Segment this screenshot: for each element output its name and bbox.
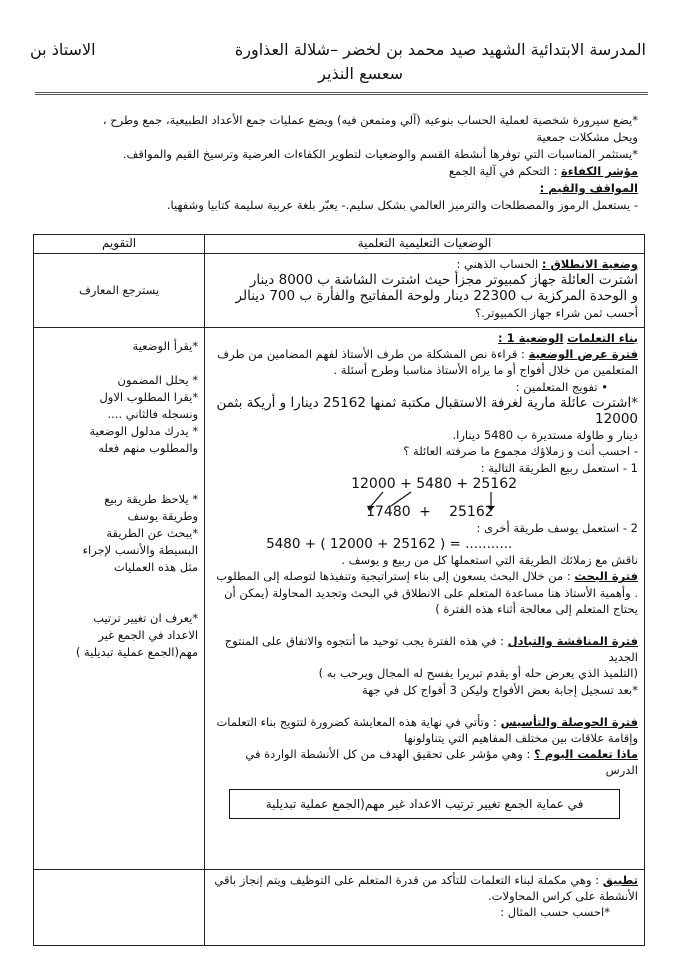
present-phase [211, 346, 638, 362]
build-eval [34, 328, 205, 870]
intro-line: ويحل مشكلات جمعية [536, 130, 638, 144]
present-line: المتعلمين من خلال أفواج أو ما يراه الأستاذ مناسبا وطرح أسئلة . [333, 363, 638, 378]
eval-line [40, 355, 198, 372]
launch-eval: يسترجع المعارف [34, 254, 205, 328]
eval-line [40, 593, 198, 610]
build-cell [205, 328, 645, 870]
launch-label: وضعية الانطلاق : [541, 257, 638, 271]
calc-remaining-term: 25162 [449, 503, 494, 520]
intro-line: *يستثمر المناسبات التي توفرها أنشطة القسم والوضعيات لتطوير الكفاءات العرضية وترسيخ القيم والمواقف. [122, 147, 638, 161]
problem-line: دينار و طاولة مستديرة ب 5480 دينارا. [452, 428, 638, 443]
eval-line: *يبحث عن الطريقة [106, 526, 199, 540]
launch-row [34, 254, 645, 328]
school-name: المدرسة الابتدائية الشهيد صيد محمد بن لخضر –شلالة العذاورة [234, 40, 646, 59]
teacher-label: الاستاذ بن [30, 40, 96, 59]
debate-line: (التلميذ الذي يعرض حله أو يقدم تبريرا يفسح له المجال ويرحب به ) [318, 666, 638, 681]
debate-line: *بعد تسجيل إجابة بعض الأفواج وليكن 3 أفواج كل في جهة [361, 682, 638, 697]
grouping-line: • تفويج المتعلمين : [515, 379, 608, 394]
discuss-line: ناقش مع زملائك الطريقة التي استعملها كل من ربيع و يوسف . [341, 553, 638, 568]
situation-label: الوضعية 1 : [498, 331, 564, 345]
launch-heading [211, 256, 638, 272]
eval-line: * يحلل المضمون [117, 373, 199, 387]
teacher-name: سعسع النذير [318, 64, 403, 83]
learned-text: : وهي مؤشر على تحقيق الهدف من كل الأنشطة الواردة في الدرس [245, 747, 638, 778]
launch-subtitle: الحساب الذهني : [456, 257, 539, 271]
launch-line: أحسب ثمن شراء جهاز الكمبيوتر.؟ [474, 305, 638, 320]
research-text: : من خلال البحث يسعون إلى بناء إستراتيجية وتنفيذها لتوصله إلى المطلوب [216, 569, 571, 584]
competence-indicator [30, 163, 638, 180]
synthesis-phase [211, 714, 638, 730]
problem-line: - احسب أنت و زملاؤك مجموع ما صرفته العائلة ؟ [403, 444, 638, 459]
apply-label: تطبيق [602, 873, 638, 887]
apply-eval [34, 870, 205, 946]
eval-line: *يعرف ان تغيير ترتيب [93, 611, 199, 625]
apply-line: *احسب حسب المثال : [500, 905, 610, 920]
table-header-row [34, 235, 645, 254]
rule-box: في عماية الجمع تغيير ترتيب الاعداد غير مهم(الجمع عملية تبديلية [229, 789, 620, 819]
calc-expression: 12000 + 5480 + 25162 [351, 475, 518, 492]
eval-line: مثل هذه العمليات [113, 560, 199, 574]
research-phase [211, 568, 638, 584]
launch-cell [205, 254, 645, 328]
eval-line: الاعداد في الجمع غير [98, 628, 199, 642]
values-text: - يستعمل الرموز والمصطلحات والترميز العالمي بشكل سليم.- يعبّر بلغة عربية سليمة كتابيا وشفهيا. [166, 198, 638, 212]
launch-line: اشترت العائلة جهاز كمبيوتر مجزأ حيث اشترت الشاشة ب 8000 دينار [249, 272, 638, 289]
research-line: يحتاج المتعلم إلى معالجة أثناء هذه الفترة ) [435, 601, 638, 616]
apply-line: الأنشطة على كراس المحاولات. [488, 889, 638, 904]
eval-line [40, 457, 198, 474]
eval-line: *يقرأ الوضعية [132, 339, 199, 353]
intro-section [30, 112, 638, 214]
synthesis-line: وإقامة علاقات بين مختلف المفاهيم التي يتناولونها [403, 731, 638, 746]
header-situations: الوضعيات التعليمية التعلمية [205, 235, 645, 254]
launch-line: و الوحدة المركزية ب 22300 دينار ولوحة المفاتيح والفأرة ب 700 دينالر [235, 288, 638, 305]
eval-line [40, 576, 198, 593]
method-1: 1 - استعمل ربيع الطريقة التالية : [480, 460, 638, 475]
rabie-calculation [211, 476, 638, 520]
debate-label: فترة المناقشة والتبادل [507, 634, 638, 649]
values-heading [30, 180, 638, 197]
build-label: بناء التعلمات [567, 331, 638, 345]
learned-today [211, 746, 638, 778]
research-line: . وأهمية الأستاذ هنا مساعدة المتعلم على الانطلاق في البحث وتجديد المحاولة (يمكن أن [224, 585, 638, 600]
method-2: 2 - استعمل يوسف طريقة أخرى : [476, 520, 638, 535]
eval-line: * يدرك مدلول الوضعية [89, 424, 199, 438]
synthesis-label: فترة الحوصلة والتأسيس [500, 714, 638, 729]
eval-line: والمطلوب منهم فعله [98, 441, 199, 455]
indicator-label: مؤشر الكفاءة [560, 164, 638, 178]
lesson-table [33, 234, 645, 946]
header-divider [35, 92, 648, 95]
intro-line: *يضع سيرورة شخصية لعملية الحساب بنوعيه (آلي ومتمعن فيه) ويضع عمليات جمع الأعداد الطبيعية، جمع وطرح ، [102, 113, 638, 127]
page-header [20, 40, 658, 83]
calc-plus: + [419, 503, 431, 520]
apply-phase [211, 872, 638, 888]
apply-cell [205, 870, 645, 946]
values-label: المواقف والقيم : [539, 181, 638, 195]
header-evaluation: التقويم [34, 235, 205, 254]
eval-line: البسيطة والأنسب لإجراء [82, 543, 199, 557]
eval-line: وطريقة يوسف [127, 509, 199, 523]
eval-line: ونسجله فالثاني .... [107, 407, 199, 421]
present-text: : قراءة نص المشكلة من طرف الأستاذ لفهم المضامين من طرف [217, 347, 525, 362]
debate-text: : في هذه الفترة يجب توحيد ما أنتجوه والاتفاق على المنتوج الجديد [224, 634, 638, 665]
eval-line: * يلاحظ طريقة ربيع [104, 492, 199, 506]
present-label: فترة عرض الوضعية [528, 347, 638, 362]
apply-text: : وهي مكملة لبناء التعلمات للتأكد من قدرة المتعلم على التوظيف ويتم إنجاز باقي [214, 873, 600, 887]
debate-phase [211, 633, 638, 665]
research-label: فترة البحث [574, 569, 638, 584]
youssef-calculation: 5480 + ( 12000 + 25162 ) = ........... [266, 536, 513, 553]
learned-label: ماذا تعلمت اليوم ؟ [534, 747, 638, 762]
calc-partial-sum: 17480 [366, 503, 411, 520]
problem-line: *اشترت عائلة مارية لغرفة الاستقبال مكتبة ثمنها 25162 دينارا و أريكة بثمن 12000 [216, 394, 638, 428]
eval-line: مهم(الجمع عملية تبديلية ) [75, 645, 199, 659]
build-heading [211, 330, 638, 346]
build-row [34, 328, 645, 870]
indicator-text: : التحكم في آلية الجمع [448, 164, 558, 178]
apply-row [34, 870, 645, 946]
synthesis-text: : وتأتي في نهاية هذه المعايشة كضرورة لتتويج بناء التعلمات [216, 714, 497, 729]
eval-line: *يقرا المطلوب الاول [99, 390, 199, 404]
eval-line [40, 474, 198, 491]
